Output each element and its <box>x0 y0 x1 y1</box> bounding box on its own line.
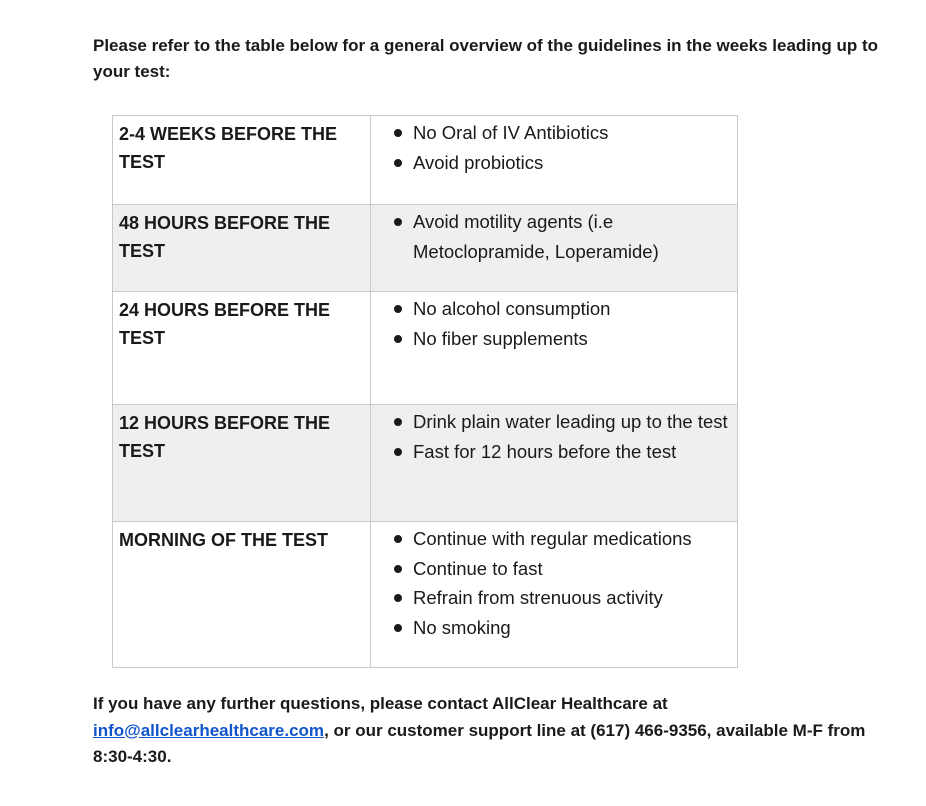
list-item: Continue to fast <box>393 554 729 584</box>
timeframe-cell: 2-4 WEEKS BEFORE THE TEST <box>113 116 371 205</box>
table-row <box>113 292 738 405</box>
bullet-icon <box>394 418 402 426</box>
list-item: Continue with regular medications <box>393 524 729 554</box>
bullet-icon <box>394 594 402 602</box>
list-item: No Oral of IV Antibiotics <box>393 118 729 148</box>
instructions-cell <box>371 405 738 522</box>
instructions-list <box>393 524 729 642</box>
bullet-icon <box>394 218 402 226</box>
list-item: Refrain from strenuous activity <box>393 583 729 613</box>
timeframe-cell: MORNING OF THE TEST <box>113 522 371 668</box>
list-item: Fast for 12 hours before the test <box>393 437 729 467</box>
timeframe-cell: 24 HOURS BEFORE THE TEST <box>113 292 371 405</box>
intro-paragraph: Please refer to the table below for a general overview of the guidelines in the weeks leading up to your test: <box>93 36 879 81</box>
contact-paragraph <box>93 691 893 771</box>
instructions-cell <box>371 116 738 205</box>
list-item: Drink plain water leading up to the test <box>393 407 729 437</box>
instructions-list <box>393 118 729 177</box>
contact-text: If you have any further questions, please contact AllClear Healthcare at <box>93 694 668 713</box>
timeframe-cell: 48 HOURS BEFORE THE TEST <box>113 205 371 292</box>
table-row <box>113 522 738 668</box>
instructions-cell <box>371 522 738 668</box>
guidelines-table <box>112 115 738 668</box>
instructions-cell <box>371 205 738 292</box>
instructions-list <box>393 207 729 266</box>
table-row <box>113 205 738 292</box>
bullet-icon <box>394 305 402 313</box>
list-item: No fiber supplements <box>393 324 729 354</box>
bullet-icon <box>394 129 402 137</box>
bullet-icon <box>394 565 402 573</box>
instructions-cell <box>371 292 738 405</box>
list-item: No alcohol consumption <box>393 294 729 324</box>
instructions-list <box>393 407 729 466</box>
timeframe-cell: 12 HOURS BEFORE THE TEST <box>113 405 371 522</box>
bullet-icon <box>394 535 402 543</box>
list-item: Avoid probiotics <box>393 148 729 178</box>
list-item: No smoking <box>393 613 729 643</box>
table-row <box>113 116 738 205</box>
contact-text-tail: , or our customer support line at (617) 466-9356, available M-F from 8:30-4:30. <box>93 720 866 766</box>
bullet-icon <box>394 335 402 343</box>
bullet-icon <box>394 448 402 456</box>
bullet-icon <box>394 159 402 167</box>
email-link[interactable]: info@allclearhealthcare.com <box>93 720 325 740</box>
list-item: Avoid motility agents (i.e Metoclopramide, Loperamide) <box>393 207 729 266</box>
instructions-list <box>393 294 729 353</box>
bullet-icon <box>394 624 402 632</box>
table-row <box>113 405 738 522</box>
